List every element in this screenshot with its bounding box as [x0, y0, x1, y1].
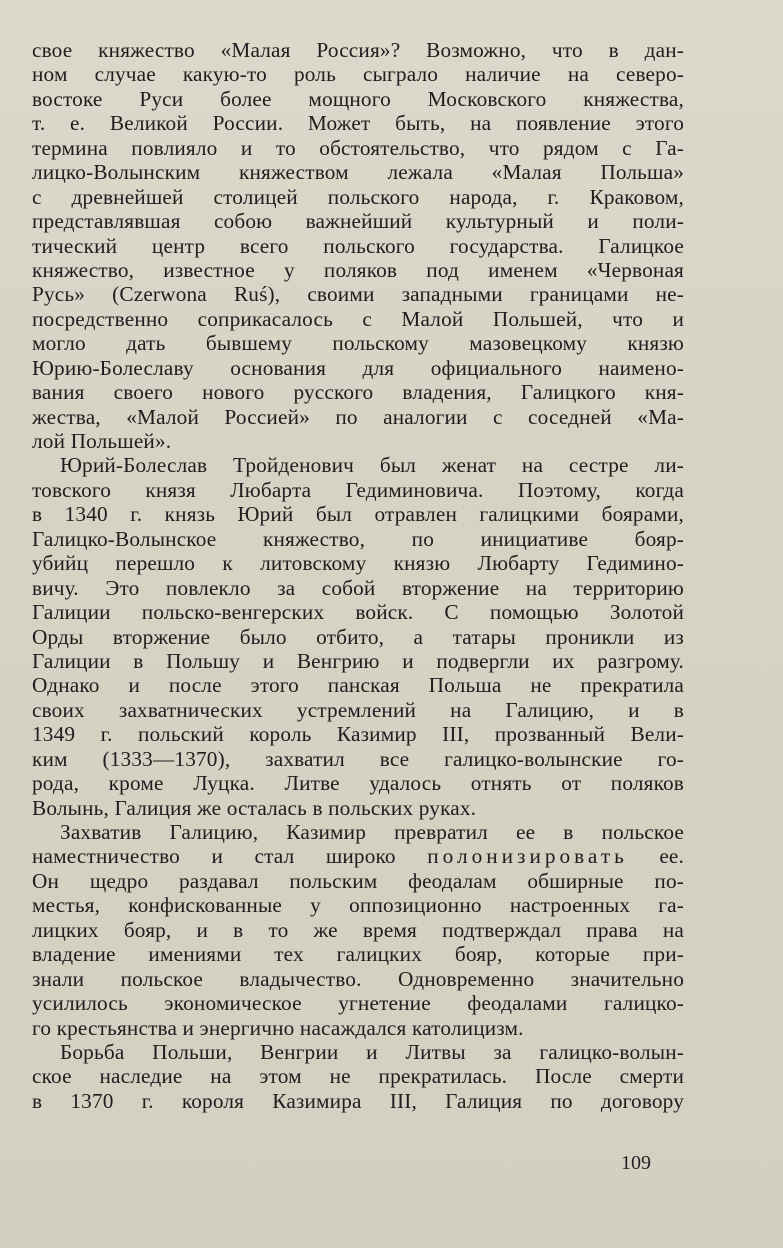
- text-line: товского князя Любарта Гедиминовича. Поэтому, когда: [32, 477, 684, 502]
- text-line: с древнейшей столицей польского народа, г. Краковом,: [32, 184, 684, 209]
- text-line: го крестьянства и энергично насаждался католицизм.: [32, 1015, 524, 1040]
- text-line: Юрий-Болеслав Тройденович был женат на сестре ли-: [60, 453, 684, 478]
- text-line: Однако и после этого панская Польша не прекратила: [32, 673, 684, 698]
- text-line: свое княжество «Малая Россия»? Возможно, что в дан-: [32, 38, 684, 62]
- emphasized-word: полонизировать: [427, 844, 628, 869]
- text-line: жества, «Малой Россией» по аналогии с соседней «Ма-: [32, 404, 684, 429]
- text-line: Борьба Польши, Венгрии и Литвы за галицко-волын-: [60, 1039, 684, 1064]
- text-line: востоке Руси более мощного Московского княжества,: [32, 86, 684, 111]
- text-line: местья, конфискованные у оппозиционно настроенных га-: [32, 893, 684, 918]
- text-line: Волынь, Галиция же осталась в польских руках.: [32, 795, 477, 820]
- text-line: термина повлияло и то обстоятельство, что рядом с Га-: [32, 135, 684, 160]
- text-line: [32, 844, 684, 868]
- text-line: Орды вторжение было отбито, а татары проникли из: [32, 624, 684, 649]
- text-line: лой Польшей».: [32, 429, 172, 453]
- text-line: рода, кроме Луцка. Литве удалось отнять от поляков: [32, 771, 684, 796]
- text-line: тический центр всего польского государства. Галицкое: [32, 233, 684, 258]
- text-line: Галиции польско-венгерских войск. С помощью Золотой: [32, 600, 684, 625]
- text-line: Галиции в Польшу и Венгрию и подвергли их разгрому.: [32, 648, 684, 673]
- text-line: вания своего нового русского владения, Галицкого кня-: [32, 380, 684, 405]
- text-line: могло дать бывшему польскому мазовецкому князю: [32, 331, 684, 356]
- text-segment: ее.: [627, 844, 684, 869]
- text-line: Галицко-Волынское княжество, по инициативе бояр-: [32, 526, 684, 551]
- text-line: убийц перешло к литовскому князю Любарту Гедимино-: [32, 551, 684, 576]
- text-line: ном случае какую-то роль сыграло наличие на северо-: [32, 62, 684, 87]
- text-line: в 1340 г. князь Юрий был отравлен галицкими боярами,: [32, 502, 684, 527]
- text-line: в 1370 г. короля Казимира III, Галиция по договору: [32, 1088, 684, 1113]
- text-line: ское наследие на этом не прекратилась. После смерти: [32, 1064, 684, 1089]
- text-line: лицких бояр, и в то же время подтверждал права на: [32, 917, 684, 942]
- text-line: знали польское владычество. Одновременно значительно: [32, 966, 684, 991]
- text-line: вичу. Это повлекло за собой вторжение на территорию: [32, 575, 684, 600]
- text-line: 1349 г. польский король Казимир III, прозванный Вели-: [32, 722, 684, 747]
- text-line: лицко-Волынским княжеством лежала «Малая Польша»: [32, 160, 684, 185]
- text-line: своих захватнических устремлений на Галицию, и в: [32, 697, 684, 722]
- text-line: Захватив Галицию, Казимир превратил ее в польское: [60, 820, 684, 844]
- text-line: посредственно соприкасалось с Малой Польшей, что и: [32, 306, 684, 331]
- text-line: Он щедро раздавал польским феодалам обширные по-: [32, 868, 684, 893]
- text-line: владение имениями тех галицких бояр, которые при-: [32, 942, 684, 967]
- text-line: ким (1333—1370), захватил все галицко-волынские го-: [32, 746, 684, 771]
- body-text: [32, 38, 684, 1113]
- text-line: Юрию-Болеславу основания для официального наимено-: [32, 355, 684, 380]
- text-segment: наместничество и стал широко: [32, 844, 428, 869]
- text-line: Русь» (Czerwona Ruś), своими западными границами не-: [32, 282, 684, 307]
- text-line: представлявшая собою важнейший культурный и поли-: [32, 209, 684, 234]
- text-line: усилилось экономическое угнетение феодалами галицко-: [32, 991, 684, 1016]
- text-line: княжество, известное у поляков под именем «Червоная: [32, 257, 684, 282]
- page-number: 109: [621, 1152, 651, 1174]
- text-line: т. е. Великой России. Может быть, на появление этого: [32, 111, 684, 136]
